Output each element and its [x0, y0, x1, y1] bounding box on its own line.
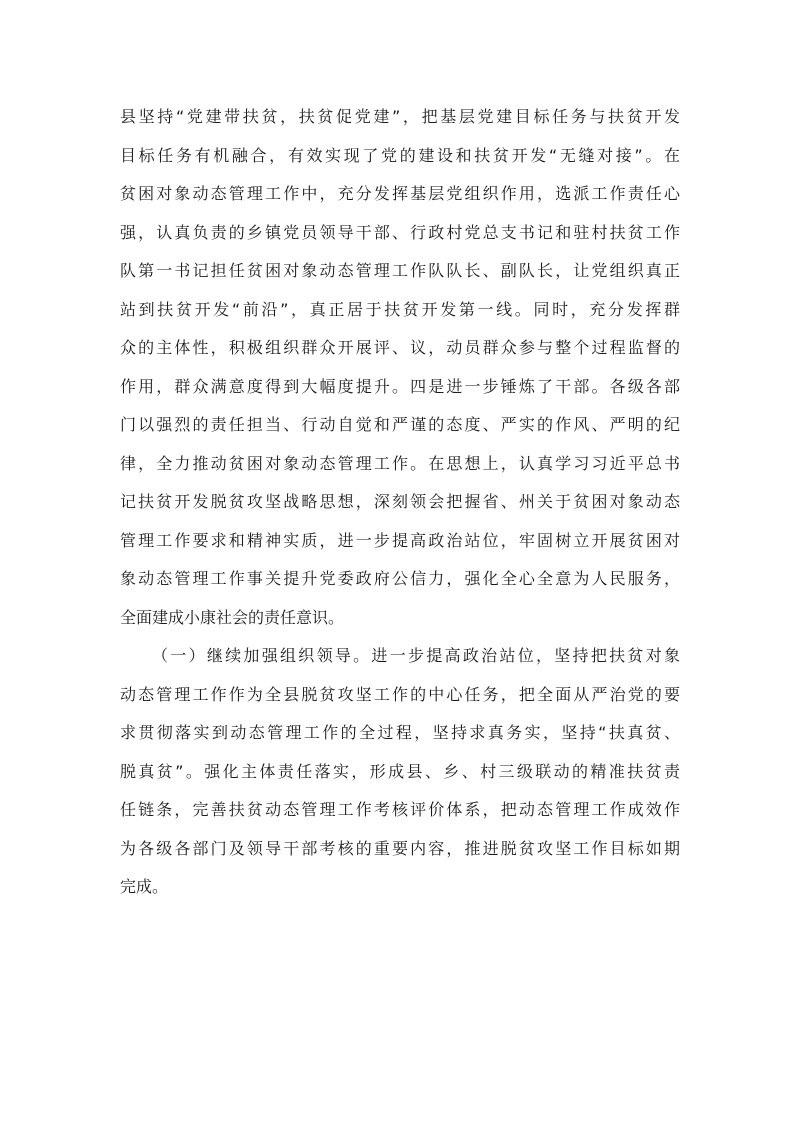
text-line: （一）继续加强组织领导。进一步提高政治站位，坚持把扶贫对象	[152, 646, 680, 665]
text-line: 管理工作要求和精神实质，进一步提高政治站位，牢固树立开展贫困对	[120, 530, 680, 550]
paragraph-1	[120, 98, 680, 637]
text-line: 任链条，完善扶贫动态管理工作考核评价体系，把动态管理工作成效作	[120, 800, 680, 819]
text-line: 为各级各部门及领导干部考核的重要内容，推进脱贫攻坚工作目标如期	[120, 838, 680, 858]
text-line: 站到扶贫开发“前沿”，真正居于扶贫开发第一线。同时，充分发挥群	[120, 299, 680, 319]
text-line: 记扶贫开发脱贫攻坚战略思想，深刻领会把握省、州关于贫困对象动态	[120, 492, 680, 511]
text-line: 完成。	[120, 877, 169, 896]
text-line: 县坚持“党建带扶贫，扶贫促党建”，把基层党建目标任务与扶贫开发	[120, 107, 680, 126]
text-line: 强，认真负责的乡镇党员领导干部、行政村党总支书记和驻村扶贫工作	[120, 222, 680, 242]
text-line: 象动态管理工作事关提升党委政府公信力，强化全心全意为人民服务，	[120, 569, 680, 588]
text-line: 作用，群众满意度得到大幅度提升。四是进一步锤炼了干部。各级各部	[120, 376, 680, 396]
text-line: 动态管理工作作为全县脱贫攻坚工作的中心任务，把全面从严治党的要	[120, 684, 680, 704]
document-body	[120, 98, 680, 907]
text-line: 脱真贫”。强化主体责任落实，形成县、乡、村三级联动的精准扶贫责	[120, 761, 680, 781]
text-line: 求贯彻落实到动态管理工作的全过程，坚持求真务实，坚持“扶真贫、	[120, 723, 680, 742]
text-line: 队第一书记担任贫困对象动态管理工作队队长、副队长，让党组织真正	[120, 261, 680, 280]
text-line: 律，全力推动贫困对象动态管理工作。在思想上，认真学习习近平总书	[120, 453, 680, 473]
text-line: 目标任务有机融合，有效实现了党的建设和扶贫开发“无缝对接”。在	[120, 145, 680, 165]
text-line: 门以强烈的责任担当、行动自觉和严谨的态度、严实的作风、严明的纪	[120, 415, 680, 434]
text-line: 贫困对象动态管理工作中，充分发挥基层党组织作用，选派工作责任心	[120, 184, 680, 203]
text-line: 全面建成小康社会的责任意识。	[120, 607, 345, 627]
text-line: 众的主体性，积极组织群众开展评、议，动员群众参与整个过程监督的	[120, 338, 680, 357]
paragraph-2	[120, 637, 680, 907]
